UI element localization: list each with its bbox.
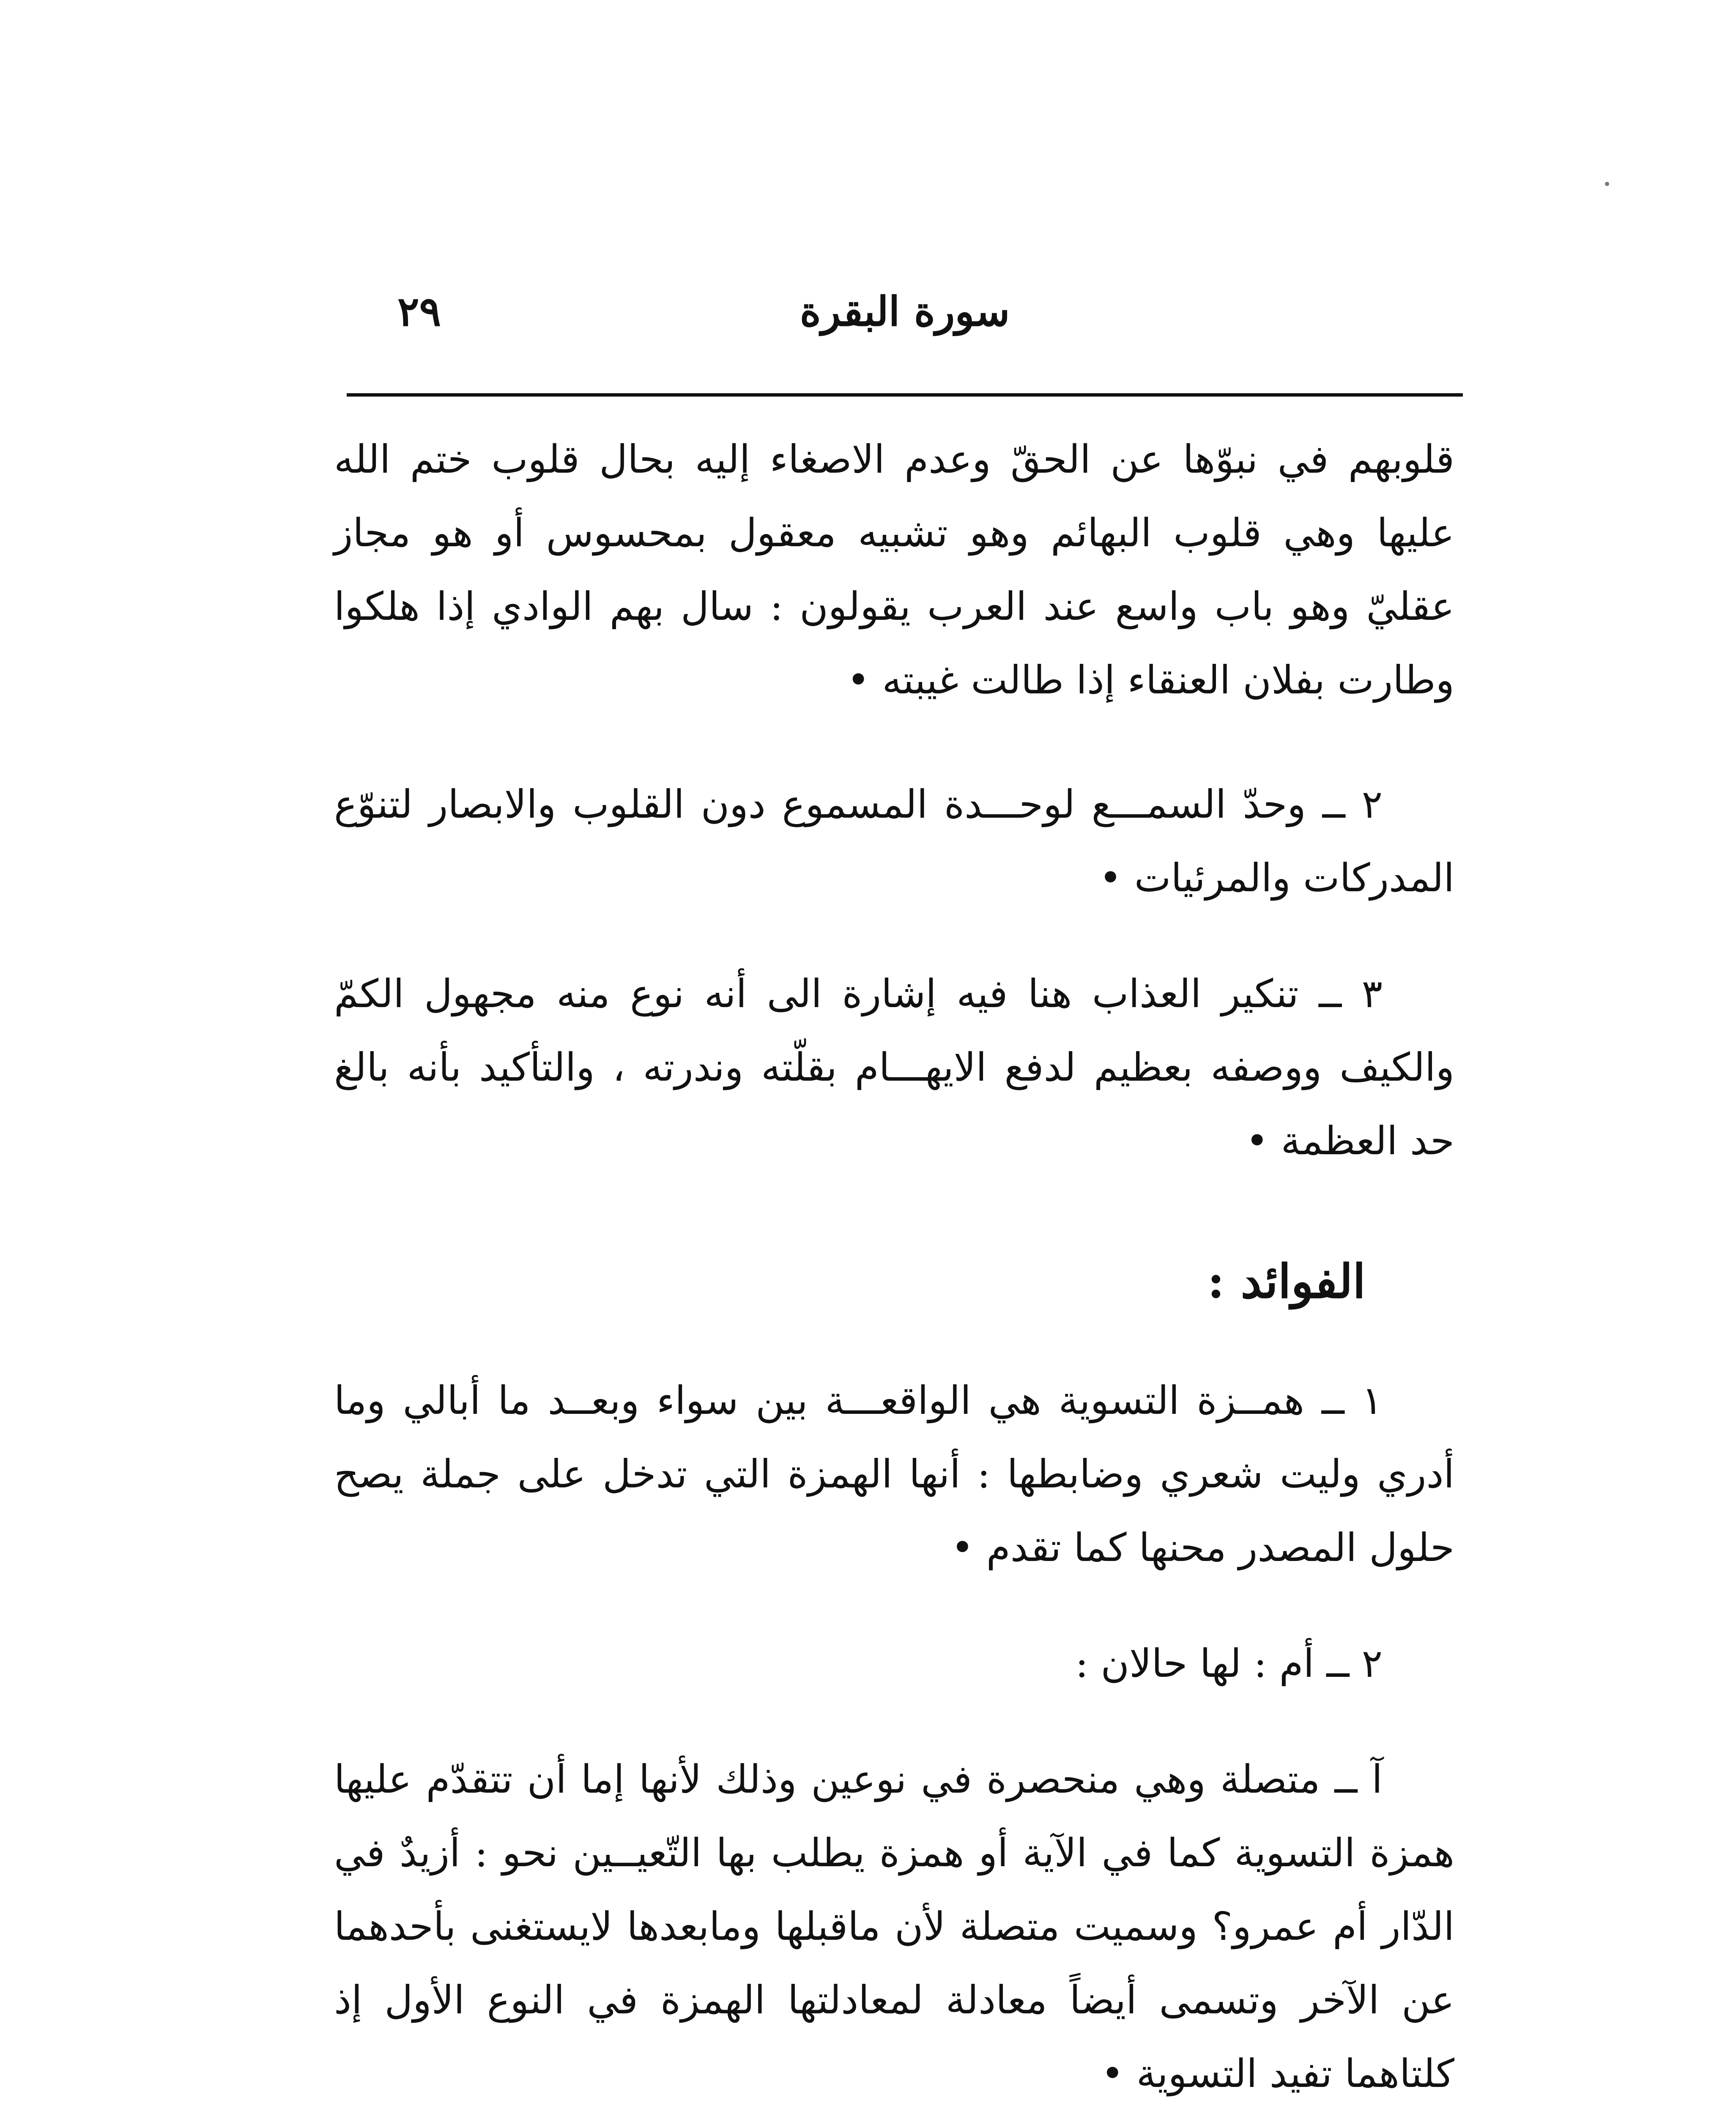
paragraph-benefit-2a: آ ــ متصلة وهي منحصرة في نوعين وذلك لأنها إما أن تتقدّم عليها همزة التسوية كما في الآية أو همزة يطلب بها التّعيــين نحو : أزيدٌ في الدّار أم عمرو؟ وسميت متصلة لأن ماقبلها ومابعدها لايستغنى بأحدهما عن الآخر وتسمى أيضاً معادلة لمعادلتها الهمزة في النوع الأول إذ كلتاهما تفيد التسوية • bbox=[334, 1757, 1454, 2096]
paragraph-note-2: ٢ ــ وحدّ السمـــع لوحـــدة المسموع دون القلوب والابصار لتنوّع المدركات والمرئيات • bbox=[334, 782, 1454, 901]
header-rule bbox=[347, 393, 1463, 397]
paragraph-benefit-2: ٢ ــ أم : لها حالان : bbox=[1075, 1641, 1383, 1686]
page-header bbox=[347, 271, 1463, 355]
paragraph-benefit-1: ١ ــ همــزة التسوية هي الواقعـــة بين سواء وبعــد ما أبالي وما أدري وليت شعري وضابطها : أنها الهمزة التي تدخل على جملة يصح حلول المصدر محنها كما تقدم • bbox=[334, 1378, 1454, 1570]
page-number: ٢٩ bbox=[397, 288, 441, 335]
paragraph-note-3: ٣ ــ تنكير العذاب هنا فيه إشارة الى أنه نوع منه مجهول الكمّ والكيف ووصفه بعظيم لدفع الايهـــام بقلّته وندرته ، والتأكيد بأنه بالغ حد العظمة • bbox=[334, 971, 1454, 1164]
running-title: سورة البقرة bbox=[800, 288, 1010, 335]
scan-speck bbox=[1605, 182, 1609, 186]
body-text bbox=[334, 423, 1454, 2114]
section-title-benefits: الفوائد : bbox=[1207, 1254, 1366, 1309]
paragraph-continuation: قلوبهم في نبوّها عن الحقّ وعدم الاصغاء إليه بحال قلوب ختم الله عليها وهي قلوب البهائم وهو تشبيه معقول بمحسوس أو هو مجاز عقليّ وهو باب واسع عند العرب يقولون : سال بهم الوادي إذا هلكوا وطارت بفلان العنقاء إذا طالت غيبته • bbox=[334, 437, 1454, 703]
